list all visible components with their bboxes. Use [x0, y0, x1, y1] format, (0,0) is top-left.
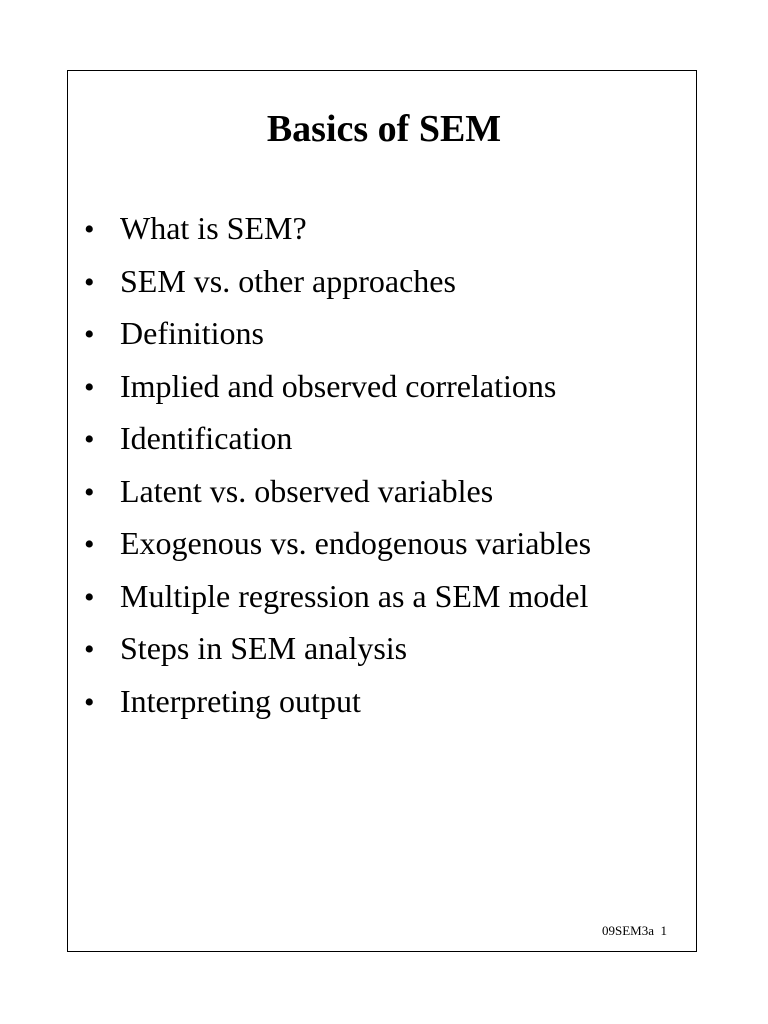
bullet-icon: •: [84, 265, 95, 299]
bullet-icon: •: [84, 370, 95, 404]
list-item: [84, 467, 591, 520]
bullet-icon: •: [84, 685, 95, 719]
slide-footer: [602, 922, 667, 940]
list-item-text: Definitions: [120, 315, 264, 351]
list-item-text: Implied and observed correlations: [120, 367, 557, 404]
bullet-icon: •: [84, 318, 95, 351]
list-item: [84, 204, 591, 257]
page-number: 1: [660, 923, 667, 938]
list-item-text: What is SEM?: [120, 210, 307, 246]
bullet-icon: •: [84, 475, 95, 509]
list-item-text: Multiple regression as a SEM model: [120, 577, 589, 614]
list-item: [84, 519, 591, 572]
list-item-text: SEM vs. other approaches: [120, 262, 456, 299]
bullet-icon: •: [84, 633, 95, 666]
bullet-icon: •: [84, 213, 95, 246]
slide-title: Basics of SEM: [266, 108, 502, 150]
list-item-text: Latent vs. observed variables: [120, 472, 494, 509]
list-item: [84, 414, 591, 467]
bullet-icon: •: [84, 423, 95, 456]
list-item: [84, 309, 591, 362]
list-item: [84, 572, 591, 625]
bullet-icon: •: [84, 580, 95, 614]
list-item-text: Identification: [120, 420, 293, 456]
bullet-icon: •: [84, 528, 95, 561]
list-item: [84, 624, 591, 677]
bullet-list: [84, 204, 591, 729]
list-item: [84, 362, 591, 415]
list-item: [84, 257, 591, 310]
list-item: [84, 677, 591, 730]
list-item-text: Interpreting output: [120, 682, 361, 719]
footer-code: 09SEM3a: [602, 923, 654, 938]
list-item-text: Exogenous vs. endogenous variables: [120, 525, 592, 561]
list-item-text: Steps in SEM analysis: [120, 630, 408, 666]
